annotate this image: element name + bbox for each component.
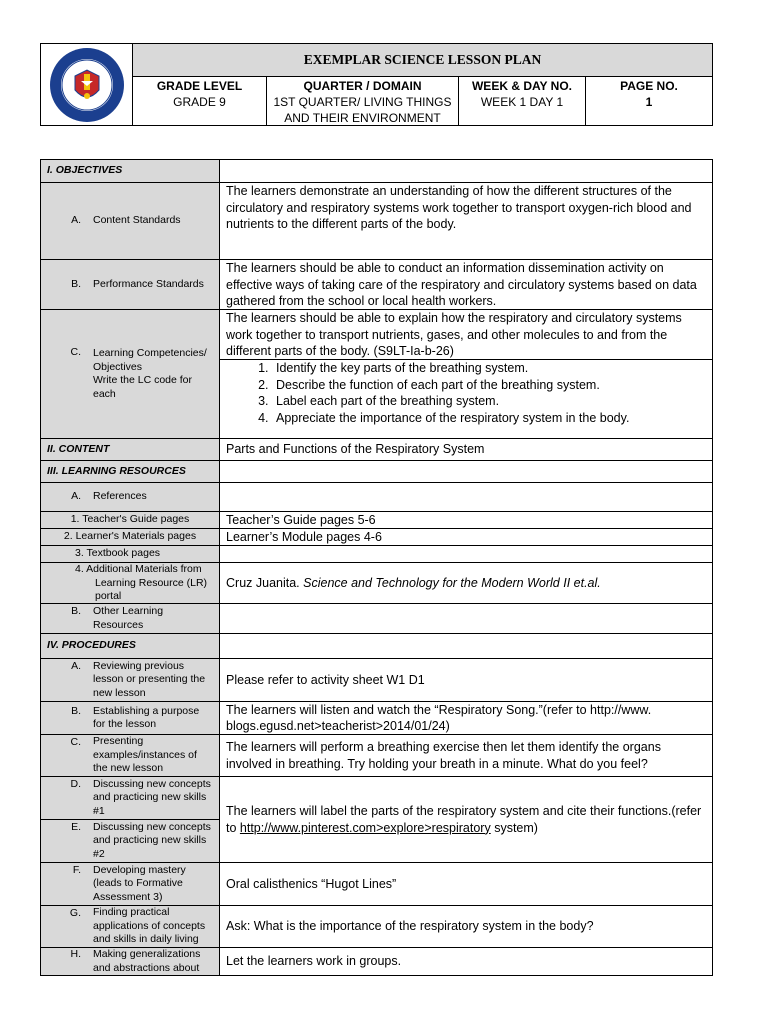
- procedure-de-text-suffix: system): [490, 820, 538, 835]
- procedure-a-label-1: Reviewing previous: [93, 659, 185, 672]
- performance-standards-letter: B.: [71, 277, 81, 290]
- procedures-heading: IV. PROCEDURES: [41, 634, 220, 658]
- performance-standards-text: The learners should be able to conduct an information dissemination activity on effective ways of taking care of the respiratory and circulatory systems based on data gathered from the school or local health workers.: [226, 261, 697, 308]
- procedure-a-letter: A.: [71, 660, 81, 672]
- procedure-b-row: [41, 702, 712, 735]
- learning-objective-item: 2. Describe the function of each part of the breathing system.: [272, 377, 706, 394]
- additional-materials-label-3: portal: [95, 590, 122, 602]
- other-resources-label-cell: [41, 604, 220, 633]
- procedure-f-label-cell: [41, 863, 220, 905]
- procedure-a-label-2: lesson or presenting the: [93, 673, 206, 686]
- procedure-c-row: [41, 735, 712, 777]
- other-resources-row: [41, 604, 712, 634]
- textbook-label: 3. Textbook pages: [41, 546, 220, 562]
- learning-resources-blank-cell: [220, 461, 712, 482]
- references-blank-cell: [220, 483, 712, 511]
- other-resources-label-2: Resources: [93, 618, 144, 631]
- content-standards-label-cell: [41, 183, 220, 259]
- procedure-d-label-cell: [41, 777, 220, 820]
- performance-standards-label-cell: [41, 260, 220, 309]
- objectives-blank-cell: [220, 160, 712, 182]
- performance-standards-row: [41, 260, 712, 310]
- procedure-g-text: Ask: What is the importance of the respiratory system in the body?: [226, 919, 594, 934]
- procedures-section-row: [41, 634, 712, 659]
- content-standards-row: [41, 183, 712, 260]
- references-label: References: [93, 490, 147, 503]
- other-resources-blank-cell: [220, 604, 712, 633]
- learning-competencies-text: The learners should be able to explain how the respiratory and circulatory systems work together to transport nutrients, gases, and other molecules to and from the different parts of the body. (S9LT-Ia-b-26): [226, 311, 682, 358]
- learners-materials-label: 2. Learner's Materials pages: [41, 529, 220, 545]
- objectives-section-row: [41, 160, 712, 183]
- procedure-g-letter: G.: [69, 907, 81, 919]
- procedure-a-row: [41, 659, 712, 702]
- deped-seal-logo: [48, 46, 126, 124]
- content-standards-label: Content Standards: [93, 214, 181, 227]
- learning-objectives-list: [226, 360, 706, 426]
- procedure-g-label-1: Finding practical: [93, 906, 170, 919]
- procedure-f-label-1: Developing mastery: [93, 863, 186, 876]
- teachers-guide-row: [41, 512, 712, 529]
- week-day-value: WEEK 1 DAY 1: [480, 95, 564, 109]
- content-heading: II. CONTENT: [41, 439, 220, 460]
- lesson-plan-header: [40, 43, 713, 126]
- additional-materials-label-1: 4. Additional Materials from: [75, 563, 202, 575]
- procedure-c-text: The learners will perform a breathing exercise then let them identify the organs involved in breathing. Try holding your breath in a minute. What do you feel?: [226, 740, 661, 771]
- grade-level-cell: [133, 77, 267, 125]
- additional-materials-label-2: Learning Resource (LR): [95, 576, 208, 589]
- procedure-b-label-cell: [41, 702, 220, 734]
- procedure-a-label-cell: [41, 659, 220, 701]
- learning-competencies-label-1: Learning Competencies/: [93, 347, 207, 359]
- learners-materials-row: [41, 529, 712, 546]
- procedure-c-label-cell: [41, 735, 220, 776]
- procedure-e-label-1: Discussing new concepts: [93, 820, 211, 833]
- references-label-cell: [41, 483, 220, 511]
- content-standards-text: The learners demonstrate an understanding of how the different structures of the circulatory and respiratory systems work together to transport oxygen-rich blood and nutrients to the different parts of the body.: [226, 184, 692, 231]
- procedure-c-label-3: the new lesson: [93, 762, 164, 775]
- week-day-label: WEEK & DAY NO.: [471, 79, 573, 93]
- lesson-plan-table: [40, 159, 713, 976]
- procedure-d-label-1: Discussing new concepts: [93, 777, 211, 790]
- procedure-h-label-1: Making generalizations: [93, 948, 201, 960]
- procedure-f-letter: F.: [72, 864, 81, 876]
- references-letter: A.: [71, 490, 81, 503]
- page-no-label: PAGE NO.: [620, 79, 678, 93]
- procedure-b-text: The learners will listen and watch the “Respiratory Song.”(refer to http://www. blogs.egusd.net>teacherist>2014/01/24): [226, 702, 652, 733]
- learners-materials-value: Learner’s Module pages 4-6: [226, 529, 382, 544]
- procedure-b-label-1: Establishing a purpose: [93, 704, 200, 717]
- procedure-f-label-2: (leads to Formative: [93, 877, 183, 890]
- learning-competencies-label-2: Objectives: [93, 360, 143, 373]
- lesson-plan-title: EXEMPLAR SCIENCE LESSON PLAN: [133, 44, 712, 77]
- deped-logo-cell: [41, 44, 133, 125]
- procedure-g-label-2: applications of concepts: [93, 919, 206, 932]
- learning-competencies-label-cell: [41, 310, 220, 438]
- week-day-cell: [459, 77, 586, 125]
- procedures-blank-cell: [220, 634, 712, 658]
- additional-materials-book-title: Science and Technology for the Modern World II et.al.: [303, 575, 601, 590]
- procedure-d-letter: D.: [70, 778, 81, 790]
- procedure-g-label-cell: [41, 906, 220, 947]
- learning-objective-item: 3. Label each part of the breathing system.: [272, 393, 706, 410]
- page-no-cell: [586, 77, 712, 125]
- procedure-g-label-3: and skills in daily living: [93, 933, 199, 946]
- procedure-f-text: Oral calisthenics “Hugot Lines”: [226, 876, 397, 891]
- procedure-d-label-2: and practicing new skills: [93, 791, 207, 804]
- page-no-value: 1: [645, 95, 653, 109]
- procedure-e-label-cell: [41, 820, 220, 862]
- grade-level-label: GRADE LEVEL: [156, 79, 243, 93]
- procedure-c-label-1: Presenting: [93, 735, 144, 748]
- references-row: [41, 483, 712, 512]
- procedure-h-row: [41, 948, 712, 975]
- quarter-domain-cell: [267, 77, 459, 125]
- learning-competencies-label-4: each: [93, 387, 116, 400]
- learning-objective-item: 4. Appreciate the importance of the respiratory system in the body.: [272, 410, 706, 427]
- learning-competencies-label-3: Write the LC code for: [93, 374, 193, 386]
- textbook-value: [220, 546, 712, 562]
- textbook-row: [41, 546, 712, 563]
- additional-materials-author: Cruz Juanita.: [226, 575, 304, 590]
- performance-standards-label: Performance Standards: [93, 277, 204, 290]
- procedure-c-label-2: examples/instances of: [93, 748, 197, 761]
- procedure-c-letter: C.: [70, 736, 81, 748]
- content-section-row: [41, 439, 712, 461]
- additional-materials-label-cell: [41, 563, 220, 603]
- procedure-de-text: [220, 777, 712, 862]
- quarter-domain-label: QUARTER / DOMAIN: [303, 79, 422, 93]
- learning-competencies-row: [41, 310, 712, 439]
- learning-resources-section-row: [41, 461, 712, 483]
- other-resources-letter: B.: [71, 605, 81, 617]
- procedure-f-label-3: Assessment 3): [93, 890, 163, 903]
- teachers-guide-label: 1. Teacher's Guide pages: [41, 512, 220, 528]
- learning-objectives-list-cell: [220, 360, 712, 438]
- pinterest-link[interactable]: http://www.pinterest.com>explore>respiratory: [239, 820, 491, 835]
- content-text: Parts and Functions of the Respiratory System: [226, 442, 485, 457]
- procedure-de-row: [41, 777, 712, 863]
- procedure-b-label-2: for the lesson: [93, 718, 157, 730]
- other-resources-label-1: Other Learning: [93, 605, 164, 617]
- objectives-heading: I. OBJECTIVES: [41, 160, 220, 182]
- additional-materials-row: [41, 563, 712, 604]
- grade-level-value: GRADE 9: [173, 95, 226, 109]
- procedure-h-letter: H.: [70, 948, 81, 960]
- learning-objective-item: 1. Identify the key parts of the breathing system.: [272, 360, 706, 377]
- content-standards-letter: A.: [71, 214, 81, 227]
- procedure-g-row: [41, 906, 712, 948]
- procedure-f-row: [41, 863, 712, 906]
- learning-competencies-letter: C.: [70, 346, 81, 358]
- procedure-de-text-prefix: The learners will label the parts of the respiratory system and cite their functions.(refer to: [226, 804, 702, 835]
- procedure-h-text: Let the learners work in groups.: [226, 954, 402, 969]
- procedure-h-label-cell: [41, 948, 220, 975]
- quarter-domain-value-2: AND THEIR ENVIRONMENT: [284, 111, 441, 125]
- procedure-h-label-2: and abstractions about: [93, 961, 200, 974]
- procedure-d-label-3: #1: [93, 804, 105, 817]
- procedure-e-label-3: #2: [93, 847, 105, 860]
- procedure-e-letter: E.: [71, 821, 81, 833]
- procedure-e-label-2: and practicing new skills: [93, 834, 207, 847]
- procedure-a-text: Please refer to activity sheet W1 D1: [226, 672, 425, 687]
- quarter-domain-value-1: 1ST QUARTER/ LIVING THINGS: [273, 95, 452, 109]
- teachers-guide-value: Teacher’s Guide pages 5-6: [226, 512, 376, 527]
- additional-materials-value: [220, 563, 712, 603]
- procedure-b-letter: B.: [71, 705, 81, 717]
- learning-resources-heading: III. LEARNING RESOURCES: [41, 461, 220, 482]
- procedure-a-label-3: new lesson: [93, 686, 146, 699]
